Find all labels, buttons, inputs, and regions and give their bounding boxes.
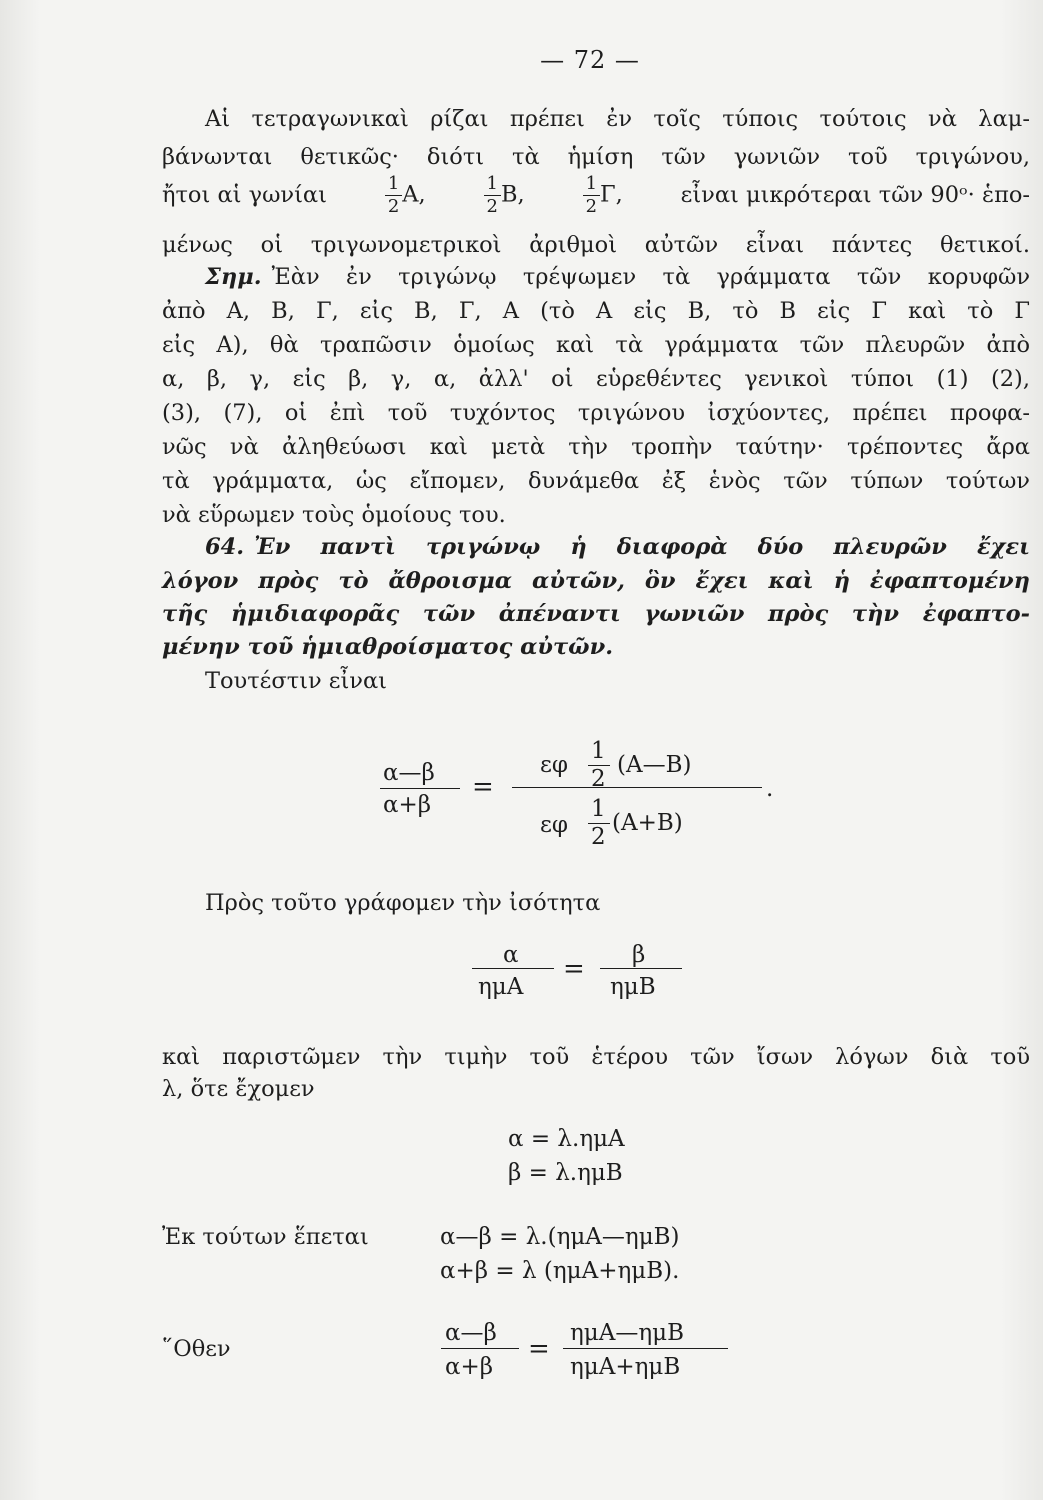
half-numerator: 1 — [591, 796, 606, 822]
text-line: τὰ γράμματα, ὡς εἴπομεν, δυνάμεθα ἐξ ἑνὸς τῶν τύπων τούτων — [162, 468, 1030, 494]
text-line: βάνωνται θετικῶς· διότι τὰ ἡμίση τῶν γωνιῶν τοῦ τριγώνου, — [162, 144, 1030, 170]
angle-label: Α, — [402, 181, 426, 207]
half-denominator: 2 — [591, 766, 606, 792]
final-rhs-numerator: ημΑ—ημΒ — [570, 1320, 684, 1346]
eq2-denominator-hmB: ημΒ — [610, 974, 656, 1000]
text-line: καὶ παριστῶμεν τὴν τιμὴν τοῦ ἑτέρου τῶν ἴσων λόγων διὰ τοῦ — [162, 1044, 1030, 1070]
half-numerator: 1 — [591, 738, 606, 764]
lhs-numerator: α—β — [383, 760, 435, 786]
sum-equation: α+β = λ (ημΑ+ημΒ). — [440, 1258, 680, 1284]
text-line: (3), (7), οἱ ἐπὶ τοῦ τυχόντος τριγώνου ἰσχύοντες, πρέπει προφα- — [162, 400, 1030, 426]
text-line: νὰ εὕρωμεν τοὺς ὁμοίους του. — [162, 502, 506, 528]
text-line: νῶς νὰ ἀληθεύωσι καὶ μετὰ τὴν τροπὴν ταύτην· τρέποντες ἄρα — [162, 434, 1030, 460]
text-line: μένως οἱ τριγωνομετρικοὶ ἀριθμοὶ αὐτῶν εἶναι πάντες θετικοί. — [162, 232, 1030, 258]
half-G — [583, 172, 623, 217]
final-lhs-denominator: α+β — [445, 1354, 494, 1380]
fraction-numerator: 1 — [385, 175, 402, 196]
fraction-bar — [472, 968, 554, 969]
fraction-half — [385, 172, 402, 217]
theorem-line: λόγον πρὸς τὸ ἄθροισμα αὐτῶν, ὃν ἔχει καὶ ἡ ἐφαπτομένη — [162, 568, 1030, 594]
page-number: — 72 — — [540, 46, 640, 74]
rhs-numerator-arg: (Α—Β) — [617, 752, 692, 778]
main-fraction-bar — [512, 787, 762, 788]
angle-label: Β, — [501, 181, 525, 207]
fraction-half — [484, 172, 501, 217]
text-fragment: εἶναι μικρότεραι τῶν 90ᵒ· ἑπο- — [680, 181, 1030, 208]
period: . — [766, 776, 774, 802]
fraction-bar — [563, 1348, 728, 1349]
ef-label: εφ — [540, 812, 569, 838]
text-line: ἀπὸ Α, Β, Γ, εἰς Β, Γ, Α (τὸ Α εἰς Β, τὸ Β εἰς Γ καὶ τὸ Γ — [162, 298, 1030, 324]
half-A — [385, 172, 426, 217]
theorem-number: 64. — [205, 534, 245, 560]
text-line: εἰς Α), θὰ τραπῶσιν ὁμοίως καὶ τὰ γράμματα τῶν πλευρῶν ἀπὸ — [162, 332, 1030, 358]
equals-sign: = — [563, 954, 585, 984]
angle-label: Γ, — [600, 181, 623, 207]
fraction-bar — [380, 788, 460, 789]
text-fragment: Ἐὰν ἐν τριγώνῳ τρέψωμεν τὰ γράμματα τῶν κορυφῶν — [271, 264, 1030, 290]
text-line: α, β, γ, εἰς β, γ, α, ἀλλ' οἱ εὑρεθέντες γενικοὶ τύποι (1) (2), — [162, 366, 1030, 392]
othen-label: ῞Οθεν — [162, 1336, 231, 1362]
text-line-with-fractions — [162, 172, 1030, 218]
note-label: Σημ. — [205, 264, 262, 290]
fraction-half — [583, 172, 600, 217]
theorem-line: μένην τοῦ ἡμιαθροίσματος αὐτῶν. — [162, 634, 614, 660]
half-denominator: 2 — [591, 824, 606, 850]
text-line: Πρὸς τοῦτο γράφομεν τὴν ἰσότητα — [205, 890, 601, 916]
equals-sign: = — [472, 772, 494, 802]
final-rhs-denominator: ημΑ+ημΒ — [570, 1354, 681, 1380]
fraction-denominator: 2 — [486, 195, 498, 217]
ef-label: εφ — [540, 752, 569, 778]
ek-touton-label: Ἐκ τούτων ἕπεται — [162, 1224, 369, 1250]
fraction-denominator: 2 — [387, 195, 400, 217]
fraction-bar — [441, 1348, 519, 1349]
eq2-numerator-a: α — [503, 942, 519, 968]
equals-sign: = — [528, 1334, 550, 1364]
theorem-line: τῆς ἡμιδιαφορᾶς τῶν ἀπέναντι γωνιῶν πρὸς τὴν ἐφαπτο- — [162, 601, 1030, 627]
fraction-numerator: 1 — [484, 175, 501, 196]
lhs-denominator: α+β — [383, 792, 432, 818]
eq3-line1: α = λ.ημΑ — [508, 1126, 625, 1152]
note-first-line — [205, 266, 1030, 289]
rhs-denominator-arg: (Α+Β) — [612, 810, 683, 836]
fraction-numerator: 1 — [583, 175, 600, 196]
eq3-line2: β = λ.ημΒ — [508, 1160, 623, 1186]
text-line: Αἱ τετραγωνικαὶ ρίζαι πρέπει ἐν τοῖς τύποις τούτοις νὰ λαμ- — [205, 106, 1030, 132]
fraction-bar — [600, 968, 682, 969]
final-lhs-numerator: α—β — [445, 1320, 497, 1346]
text-fragment: ἤτοι αἱ γωνίαι — [162, 181, 327, 208]
text-fragment: Ἐν παντὶ τριγώνῳ ἡ διαφορὰ δύο πλευρῶν ἔχει — [254, 534, 1030, 560]
eq2-numerator-b: β — [632, 942, 646, 968]
theorem-first-line — [205, 536, 1030, 559]
fraction-denominator: 2 — [585, 195, 598, 217]
text-line: λ, ὅτε ἔχομεν — [162, 1076, 315, 1102]
eq2-denominator-hmA: ημΑ — [478, 974, 524, 1000]
half-B — [484, 172, 525, 217]
diff-equation: α—β = λ.(ημΑ—ημΒ) — [440, 1224, 680, 1250]
text-line: Τουτέστιν εἶναι — [205, 668, 387, 694]
